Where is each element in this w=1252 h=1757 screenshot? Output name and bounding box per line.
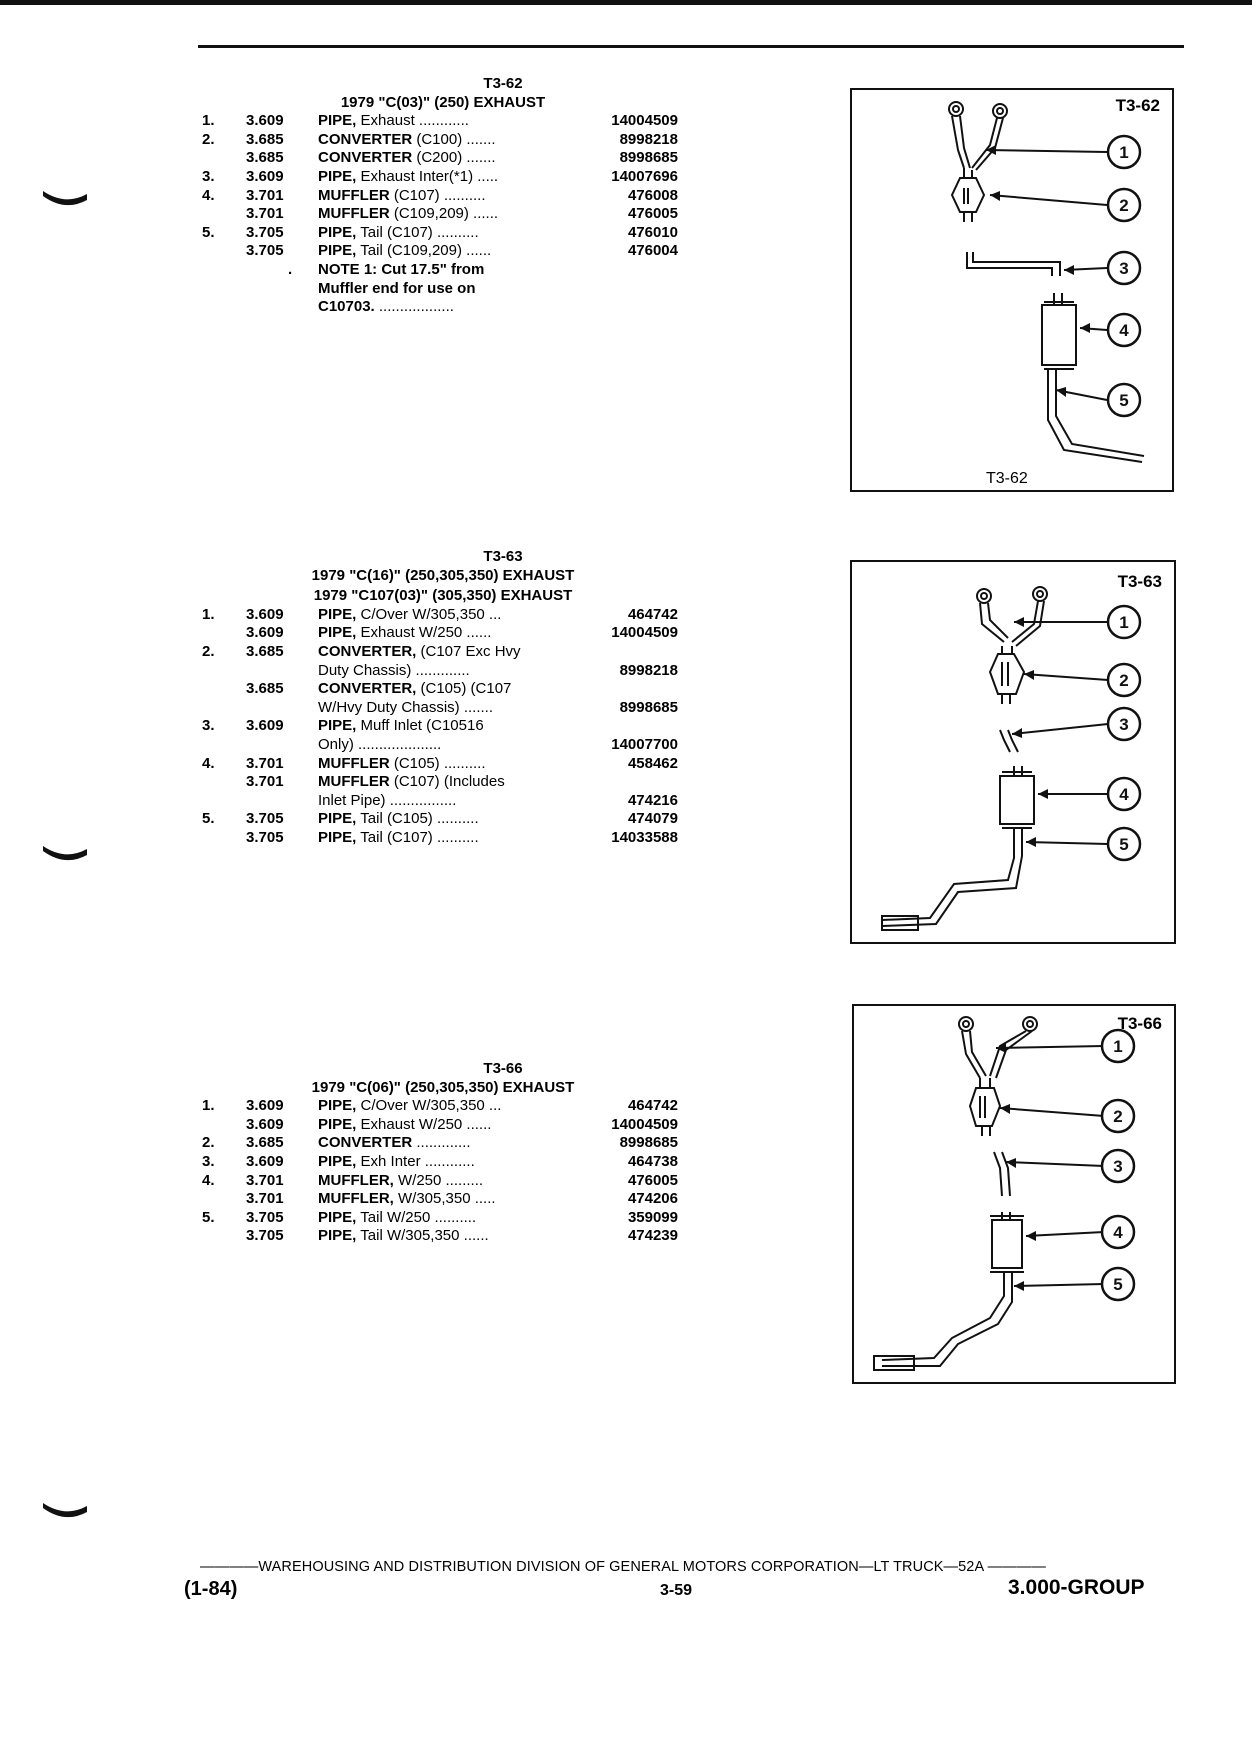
figure-t3-63 bbox=[850, 560, 1176, 944]
note-line bbox=[168, 261, 678, 280]
list-item bbox=[168, 662, 678, 681]
exhaust-diagram-t3-62 bbox=[852, 90, 1172, 490]
description: Duty Chassis) ............. bbox=[318, 661, 470, 679]
item-number: 3. bbox=[202, 1152, 215, 1170]
list-item bbox=[168, 643, 678, 662]
part-number: 476005 bbox=[627, 1171, 678, 1189]
item-number: 1. bbox=[202, 112, 215, 130]
callout: 4 bbox=[1119, 321, 1129, 340]
header-rule bbox=[198, 45, 1184, 48]
list-item bbox=[168, 1153, 678, 1172]
list-item bbox=[168, 829, 678, 848]
callout: 1 bbox=[1119, 143, 1129, 162]
note-text: C10703. .................. bbox=[318, 298, 454, 316]
description: PIPE, Tail W/250 .......... bbox=[318, 1208, 477, 1226]
list-item bbox=[168, 736, 678, 755]
list-item bbox=[168, 187, 678, 206]
group-number: 3.609 bbox=[246, 1115, 284, 1133]
description: PIPE, Muff Inlet (C10516 bbox=[318, 717, 484, 735]
part-number: 476005 bbox=[627, 205, 678, 223]
description: MUFFLER (C107) (Includes bbox=[318, 773, 505, 791]
list-item bbox=[168, 1227, 678, 1246]
group-number: 3.701 bbox=[246, 773, 284, 791]
description: CONVERTER, (C107 Exc Hvy bbox=[318, 642, 521, 660]
part-number: 476004 bbox=[627, 242, 678, 260]
callout: 2 bbox=[1119, 196, 1129, 215]
part-number: 474206 bbox=[627, 1190, 678, 1208]
figure-caption: T3-62 bbox=[986, 470, 1028, 487]
description: CONVERTER (C200) ....... bbox=[318, 149, 496, 167]
list-item bbox=[168, 773, 678, 792]
section-title: 1979 "C107(03)" (305,350) EXHAUST bbox=[313, 587, 573, 605]
figure-label: T3-66 bbox=[1117, 1014, 1162, 1033]
part-number: 8998685 bbox=[619, 149, 678, 167]
part-number: 476008 bbox=[627, 186, 678, 204]
page-number: 3-59 bbox=[660, 1582, 693, 1599]
group-number: 3.705 bbox=[246, 242, 284, 260]
list-item bbox=[168, 1097, 678, 1116]
part-number: 474079 bbox=[627, 810, 678, 828]
list-item bbox=[168, 699, 678, 718]
callout: 5 bbox=[1119, 835, 1129, 854]
description: CONVERTER, (C105) (C107 bbox=[318, 680, 512, 698]
part-number: 474216 bbox=[627, 791, 678, 809]
group-number: 3.705 bbox=[246, 828, 284, 846]
note-line bbox=[168, 298, 678, 317]
group-number: 3.705 bbox=[246, 1208, 284, 1226]
callout: 5 bbox=[1113, 1275, 1123, 1294]
description: PIPE, Exhaust W/250 ...... bbox=[318, 624, 492, 642]
group-number: 3.701 bbox=[246, 1190, 284, 1208]
list-item bbox=[168, 112, 678, 131]
part-number: 14007696 bbox=[611, 167, 678, 185]
part-number: 8998218 bbox=[619, 661, 678, 679]
group-number: 3.685 bbox=[246, 1134, 284, 1152]
description: PIPE, C/Over W/305,350 ... bbox=[318, 605, 502, 623]
group-number: 3.609 bbox=[246, 605, 284, 623]
item-number: 1. bbox=[202, 605, 215, 623]
group-number: 3.609 bbox=[246, 624, 284, 642]
description: PIPE, Tail (C109,209) ...... bbox=[318, 242, 492, 260]
group-number: 3.685 bbox=[246, 680, 284, 698]
footer-publisher: ————WAREHOUSING AND DISTRIBUTION DIVISION OF GENERAL MOTORS CORPORATION—LT TRUCK—52A ———— bbox=[200, 1559, 1046, 1575]
description: PIPE, Exhaust Inter(*1) ..... bbox=[318, 167, 499, 185]
description: PIPE, Exh Inter ............ bbox=[318, 1152, 475, 1170]
item-number: 2. bbox=[202, 642, 215, 660]
binder-mark-1 bbox=[40, 188, 90, 212]
item-number: 2. bbox=[202, 1134, 215, 1152]
group-number: 3.609 bbox=[246, 717, 284, 735]
callout: 4 bbox=[1113, 1223, 1123, 1242]
description: Inlet Pipe) ................ bbox=[318, 791, 457, 809]
note-line bbox=[168, 280, 678, 299]
note-text: NOTE 1: Cut 17.5" from bbox=[318, 260, 485, 278]
exhaust-diagram-t3-66 bbox=[854, 1006, 1174, 1382]
parts-list bbox=[168, 112, 678, 317]
list-item bbox=[168, 1116, 678, 1135]
top-border bbox=[0, 0, 1252, 5]
note-bullet: . bbox=[288, 260, 293, 278]
group-number: 3.701 bbox=[246, 754, 284, 772]
description: MUFFLER (C109,209) ...... bbox=[318, 205, 499, 223]
list-item bbox=[168, 717, 678, 736]
list-item bbox=[168, 224, 678, 243]
callout: 3 bbox=[1119, 259, 1129, 278]
description: PIPE, C/Over W/305,350 ... bbox=[318, 1097, 502, 1115]
description: Only) .................... bbox=[318, 735, 442, 753]
callout: 4 bbox=[1119, 785, 1129, 804]
figure-label: T3-63 bbox=[1117, 572, 1162, 591]
callout: 3 bbox=[1113, 1157, 1123, 1176]
item-number: 3. bbox=[202, 167, 215, 185]
section-t3-63 bbox=[168, 548, 678, 848]
description: PIPE, Tail W/305,350 ...... bbox=[318, 1227, 489, 1245]
part-number: 14004509 bbox=[611, 1115, 678, 1133]
group-number: 3.701 bbox=[246, 1171, 284, 1189]
group-number: 3.609 bbox=[246, 167, 284, 185]
binder-mark-3 bbox=[40, 1500, 90, 1524]
item-number: 4. bbox=[202, 1171, 215, 1189]
figure-t3-66 bbox=[852, 1004, 1176, 1384]
list-item bbox=[168, 131, 678, 150]
description: MUFFLER (C107) .......... bbox=[318, 186, 486, 204]
description: CONVERTER (C100) ....... bbox=[318, 130, 496, 148]
callout: 1 bbox=[1119, 613, 1129, 632]
section-title: 1979 "C(03)" (250) EXHAUST bbox=[340, 93, 546, 111]
section-id: T3-63 bbox=[483, 548, 523, 565]
item-number: 4. bbox=[202, 186, 215, 204]
group-number: 3.705 bbox=[246, 223, 284, 241]
description: PIPE, Exhaust ............ bbox=[318, 112, 469, 130]
part-number: 458462 bbox=[627, 754, 678, 772]
list-item bbox=[168, 168, 678, 187]
list-item bbox=[168, 1172, 678, 1191]
list-item bbox=[168, 1134, 678, 1153]
item-number: 2. bbox=[202, 130, 215, 148]
note-text: Muffler end for use on bbox=[318, 279, 476, 297]
callout: 5 bbox=[1119, 391, 1129, 410]
part-number: 474239 bbox=[627, 1227, 678, 1245]
item-number: 5. bbox=[202, 223, 215, 241]
section-id: T3-66 bbox=[483, 1060, 523, 1077]
description: PIPE, Tail (C107) .......... bbox=[318, 223, 479, 241]
callout: 2 bbox=[1113, 1107, 1123, 1126]
section-t3-66 bbox=[168, 1060, 678, 1246]
part-number: 14033588 bbox=[611, 828, 678, 846]
item-number: 5. bbox=[202, 1208, 215, 1226]
list-item bbox=[168, 242, 678, 261]
description: PIPE, Tail (C105) .......... bbox=[318, 810, 479, 828]
description: MUFFLER, W/250 ......... bbox=[318, 1171, 484, 1189]
section-title: 1979 "C(16)" (250,305,350) EXHAUST bbox=[311, 566, 575, 584]
list-item bbox=[168, 624, 678, 643]
description: MUFFLER, W/305,350 ..... bbox=[318, 1190, 496, 1208]
item-number: 4. bbox=[202, 754, 215, 772]
part-number: 14007700 bbox=[611, 735, 678, 753]
list-item bbox=[168, 1209, 678, 1228]
item-number: 5. bbox=[202, 810, 215, 828]
description: PIPE, Exhaust W/250 ...... bbox=[318, 1115, 492, 1133]
list-item bbox=[168, 149, 678, 168]
exhaust-diagram-t3-63 bbox=[852, 562, 1174, 942]
part-number: 8998685 bbox=[619, 1134, 678, 1152]
part-number: 476010 bbox=[627, 223, 678, 241]
callout: 3 bbox=[1119, 715, 1129, 734]
item-number: 3. bbox=[202, 717, 215, 735]
group-number: 3.609 bbox=[246, 112, 284, 130]
group-number: 3.685 bbox=[246, 642, 284, 660]
section-id: T3-62 bbox=[483, 75, 523, 92]
list-item bbox=[168, 680, 678, 699]
part-number: 14004509 bbox=[611, 112, 678, 130]
item-number: 1. bbox=[202, 1097, 215, 1115]
group-number: 3.609 bbox=[246, 1152, 284, 1170]
callout: 2 bbox=[1119, 671, 1129, 690]
description: MUFFLER (C105) .......... bbox=[318, 754, 486, 772]
group-number: 3.609 bbox=[246, 1097, 284, 1115]
part-number: 359099 bbox=[627, 1208, 678, 1226]
figure-label: T3-62 bbox=[1115, 96, 1160, 115]
part-number: 8998218 bbox=[619, 130, 678, 148]
list-item bbox=[168, 755, 678, 774]
list-item bbox=[168, 810, 678, 829]
binder-mark-2 bbox=[40, 843, 90, 867]
list-item bbox=[168, 792, 678, 811]
group-number: 3.685 bbox=[246, 130, 284, 148]
part-number: 464742 bbox=[627, 605, 678, 623]
group-number: 3.705 bbox=[246, 810, 284, 828]
parts-list bbox=[168, 1097, 678, 1246]
parts-list bbox=[168, 606, 678, 848]
group-number: 3.705 bbox=[246, 1227, 284, 1245]
description: W/Hvy Duty Chassis) ....... bbox=[318, 698, 494, 716]
description: CONVERTER ............. bbox=[318, 1134, 471, 1152]
part-number: 8998685 bbox=[619, 698, 678, 716]
list-item bbox=[168, 606, 678, 625]
section-title: 1979 "C(06)" (250,305,350) EXHAUST bbox=[311, 1078, 575, 1096]
list-item bbox=[168, 205, 678, 224]
section-t3-62 bbox=[168, 75, 678, 317]
part-number: 464742 bbox=[627, 1097, 678, 1115]
part-number: 14004509 bbox=[611, 624, 678, 642]
description: PIPE, Tail (C107) .......... bbox=[318, 828, 479, 846]
list-item bbox=[168, 1190, 678, 1209]
footer-date: (1-84) bbox=[184, 1578, 238, 1600]
group-number: 3.701 bbox=[246, 186, 284, 204]
footer-group: 3.000-GROUP bbox=[1008, 1576, 1145, 1599]
part-number: 464738 bbox=[627, 1152, 678, 1170]
callout: 1 bbox=[1113, 1037, 1123, 1056]
group-number: 3.685 bbox=[246, 149, 284, 167]
figure-t3-62 bbox=[850, 88, 1174, 492]
group-number: 3.701 bbox=[246, 205, 284, 223]
